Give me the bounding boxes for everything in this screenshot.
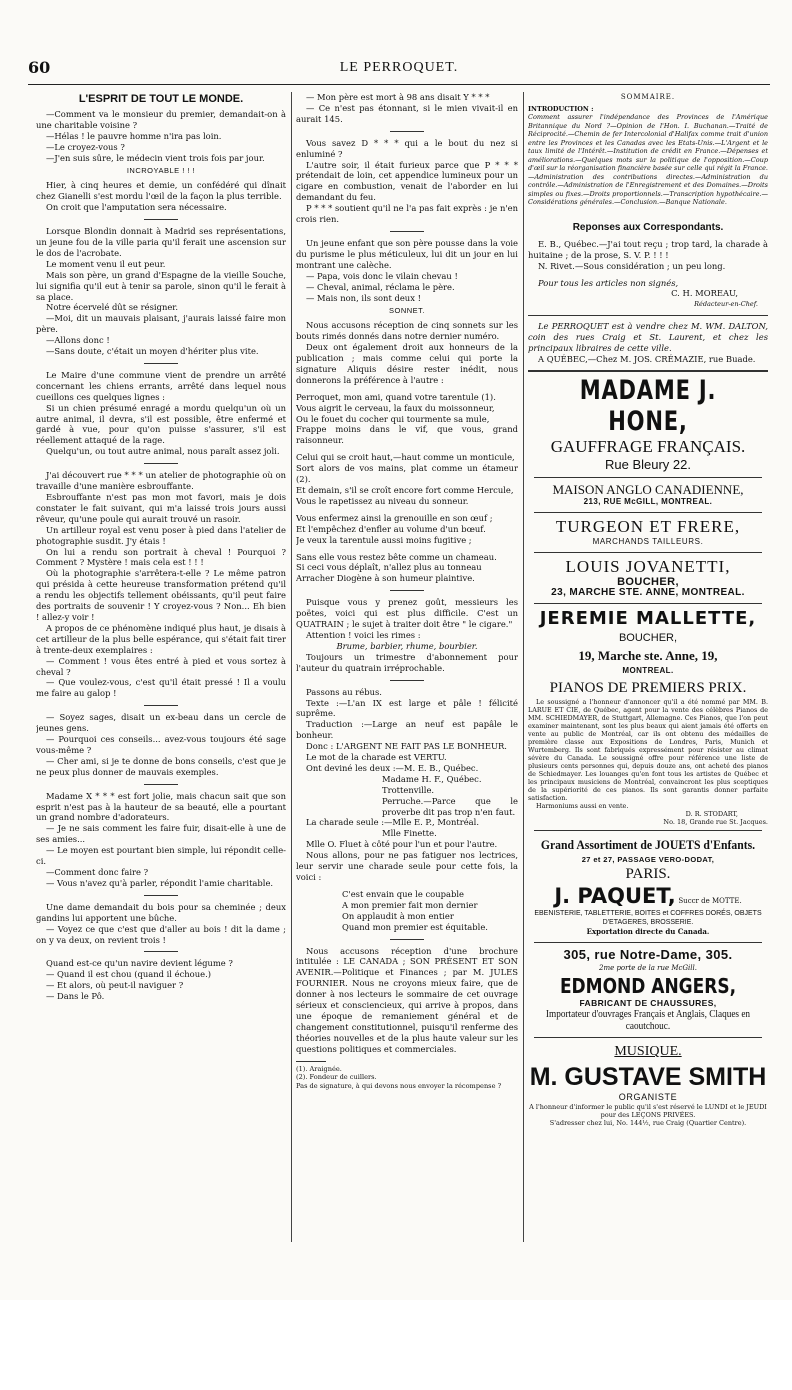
paragraph: Madame H. F., Québec. (382, 773, 482, 784)
verse-line: Celui qui se croit haut,—haut comme un monticule, (296, 452, 515, 463)
paragraph: Mlle O. Fluet à côté pour l'un et pour l'autre. (306, 839, 498, 850)
ad-jeremie-boucher: BOUCHER, (618, 631, 678, 644)
paragraph: — Et alors, où peut-il naviguer ? (46, 980, 184, 991)
ad-rule (534, 830, 762, 831)
column-3 (528, 92, 768, 1242)
masthead: LE PERROQUET. (339, 60, 459, 75)
verse-line: Vous aigrit le cerveau, la faux du moissonneur, (296, 402, 495, 413)
ad-passage: 27 et 27, PASSAGE VERO-DODAT, (581, 855, 715, 865)
separator (144, 705, 178, 706)
paragraph: —J'en suis sûre, le médecin vient trois fois par jour. (46, 152, 265, 163)
verse-line: Et demain, s'il se croît encore fort comme Hercule, (296, 485, 514, 495)
paragraph: Trottenville. (382, 784, 435, 795)
header-rule (28, 84, 770, 85)
column-divider-2 (523, 92, 524, 1242)
paragraph: — Soyez sages, disait un ex-beau dans un cercle de jeunes gens. (36, 712, 286, 734)
ad-notre-dame: 305, rue Notre-Dame, 305. (563, 947, 733, 963)
ad-rule (534, 942, 762, 943)
paragraph: Notre écervelé dût se résigner. (46, 302, 179, 313)
ad-paquet-successor: Succr de MOTTE. (678, 897, 742, 906)
ad-hone-name: MADAME J. HONE, (579, 374, 717, 437)
reponses-title: Reponses aux Correspondants. (572, 221, 724, 233)
paragraph: —Sans doute, c'était un moyen d'hériter plus vite. (46, 346, 259, 357)
paragraph: — Comment ! vous êtes entré à pied et vous sortez à cheval ? (36, 655, 286, 677)
paragraph: A QUÉBEC,—Chez M. JOS. CRÉMAZIE, rue Buade. (538, 353, 756, 364)
separator (390, 590, 424, 591)
subheading: INCROYABLE ! ! ! (126, 166, 196, 176)
paragraph: Toujours un trimestre d'abonnement pour l'auteur du quatrain irréprochable. (296, 651, 518, 673)
subheading: SONNET. (388, 306, 425, 316)
ad-ebenisterie: EBENISTERIE, TABLETTERIE, BOITES et COFFRES DORÉS, OBJETS D'ETAGERES, BROSSERIE. (534, 910, 762, 927)
paragraph: —Allons donc ! (46, 335, 110, 346)
verse-line: Si ceci vous déplaît, n'allez plus au tonneau (296, 562, 482, 573)
paragraph: Si un chien présumé enragé a mordu quelqu'un où un autre animal, il devra, s'il est possible, être enfermé et gardé à vue, pour qu'on puisse s'assurer, s'il est réellement attaqué de la rage. (36, 402, 286, 446)
ad-maison-address: 213, RUE McGILL, MONTREAL. (583, 496, 713, 506)
paragraph: — Ce n'est pas étonnant, si le mien vivait-il en aurait 145. (296, 102, 518, 124)
ad-louis-boucher: BOUCHER, (617, 575, 679, 588)
paragraph: Où la photographie s'arrêtera-t-elle ? Le même patron qui présida à cette heureuse transformation prétend qu'il a rendu les objectifs tellement obéissants, qu'il peut faire des portraits de souvenir ! Y croyez-vous ? Non... Eh bien ! allez-y voir ! (36, 568, 286, 622)
ad-maison: MAISON ANGLO CANADIENNE, (552, 481, 744, 497)
paragraph: Lorsque Blondin donnait à Madrid ses représentations, un jeune fou de la ville paria qu'il ferait une ascension sur le dos de l'acrobate. (36, 226, 286, 258)
paragraph: E. B., Québec.—J'ai tout reçu ; trop tard, la charade à huitaine ; de la prose, S. V. P. ! ! ! (528, 238, 768, 260)
signature: C. H. MOREAU, (671, 288, 738, 299)
paragraph: Deux ont également droit aux honneurs de la publication ; mais comme celui qui porte la signature Aliquis désire rester inédit, nous donnerons la préférence à l'autre : (296, 342, 518, 385)
paragraph: Un jeune enfant que son père pousse dans la voie du purisme le plus méticuleux, lui dit un jour en lui montrant une calèche. (296, 237, 518, 270)
verse-line: A mon premier fait mon dernier (342, 899, 478, 910)
paragraph: —Hélas ! le pauvre homme n'ira pas loin. (46, 130, 222, 141)
paragraph: Ont deviné les deux :—M. E. B., Québec. (306, 762, 479, 773)
ad-rule (534, 1037, 762, 1038)
sommaire-title: SOMMAIRE. (620, 93, 676, 101)
ad-stodart: D. R. STODART, (685, 810, 738, 819)
footnote-rule (296, 1061, 326, 1062)
paragraph: P * * * soutient qu'il ne l'a pas fait exprès : je n'en crois rien. (296, 203, 518, 225)
separator (390, 939, 424, 940)
paragraph: Esbrouffante n'est pas mon mot favori, mais je dois constater le fait suivant, qui m'a laissé trois jours aussi rêveur, qu'une poule qui aurait trouvé un rasoir. (36, 492, 286, 524)
ad-paquet-row (528, 883, 768, 909)
ad-harmoniums: Harmoniums aussi en vente. (536, 802, 629, 811)
paragraph: Le PERROQUET est à vendre chez M. WM. DALTON, coin des rues Craig et St. Laurent, et chez les principaux libraires de cette ville. (528, 321, 768, 354)
ad-smith: M. GUSTAVE SMITH (529, 1063, 767, 1092)
paragraph: — Mon père est mort à 98 ans disait Y * * * (306, 92, 490, 102)
paragraph: Quelqu'un, ou tout autre animal, nous paraît assez joli. (46, 446, 280, 457)
ad-smith-address: S'adresser chez lui, No. 144½, rue Craig (Quartier Centre). (549, 1118, 747, 1127)
column-1 (36, 92, 286, 1242)
paragraph: A propos de ce phénomène indiqué plus haut, je disais à cet artilleur de la plus belle espérance, qui s'était fait tirer à trente-deux exemplaires : (36, 622, 286, 655)
section-title: L'ESPRIT DE TOUT LE MONDE. (78, 93, 244, 105)
verse-line: Vous le rapetissez au niveau du sonneur. (296, 495, 469, 506)
verse-line: Frappe moins dans le vif, que vous, grand raisonneur. (296, 424, 518, 446)
paragraph: Vous savez D * * * qui a le bout du nez si enluminé ? (296, 137, 518, 159)
paragraph: La charade seule :—Mlle E. P., Montréal. (306, 817, 479, 828)
column-divider-1 (291, 92, 292, 1242)
column-2 (296, 92, 518, 1242)
paragraph: — Vous n'avez qu'à parler, répondit l'amie charitable. (46, 877, 274, 888)
ad-jeremie-address: 19, Marche ste. Anne, 19, (578, 647, 718, 663)
separator (390, 231, 424, 232)
verse-line: Arracher Diogène à son humeur plaintive. (296, 573, 475, 584)
ad-louis: LOUIS JOVANETTI, (565, 556, 731, 576)
sommaire-label: INTRODUCTION : (528, 104, 594, 113)
paragraph: — Le moyen est pourtant bien simple, lui répondit celle-ci. (36, 845, 286, 867)
paragraph: Texte :—L'an IX est large et pâle ! félicité suprême. (296, 697, 518, 719)
verse-line: Et l'empêchez d'enfler au volume d'un bœuf. (296, 523, 486, 534)
verse-line: C'est envain que le coupable (342, 888, 464, 899)
ad-organiste: ORGANISTE (618, 1092, 678, 1103)
signature-title: Rédacteur-en-Chef. (694, 300, 758, 309)
paragraph: Le mot de la charade est VERTU. (306, 752, 447, 763)
separator (144, 219, 178, 220)
ad-angers: EDMOND ANGERS, (559, 974, 737, 999)
ad-paquet: J. PAQUET, (554, 884, 676, 909)
paragraph: —Comment va le monsieur du premier, demandait-on à une charitable voisine ? (36, 108, 286, 130)
paragraph: Passons au rébus. (306, 686, 382, 697)
paragraph: J'ai découvert rue * * * un atelier de photographie où on travaille d'une manière esbrouffante. (36, 470, 286, 492)
footnote: Pas de signature, à qui devons nous envoyer la récompense ? (296, 1081, 502, 1090)
footnote: (1). Araignée. (296, 1064, 342, 1073)
separator (144, 463, 178, 464)
paragraph: Nous accusons réception de cinq sonnets sur les bouts rimés donnés dans notre dernier numéro. (296, 320, 518, 342)
paragraph: —Comment donc faire ? (46, 867, 149, 877)
verse-line: Je veux la tarentule aussi moins fugitive ; (296, 534, 472, 545)
paragraph: Le moment venu il eut peur. (46, 258, 166, 269)
paragraph: Mlle Finette. (382, 828, 437, 839)
verse-line: Quand mon premier est équitable. (342, 921, 488, 932)
ad-pianos-title: PIANOS DE PREMIERS PRIX. (549, 680, 747, 697)
paragraph: Un artilleur royal est venu poser à pied dans l'atelier de photographie susdit. J'y étais ! (36, 524, 286, 546)
paragraph: Traduction :—Large an neuf est papâle le bonheur. (296, 719, 518, 741)
ad-assortiment: Grand Assortiment de JOUETS d'Enfants. (540, 837, 756, 853)
ad-rule (534, 512, 762, 513)
separator (144, 784, 178, 785)
ad-musique: MUSIQUE. (614, 1044, 682, 1060)
paragraph: Mais son père, un grand d'Espagne de la vieille Souche, lui signifia qu'il eut à tenir sa parole, sinon qu'il le ferait à sa place. (36, 269, 286, 302)
paragraph: —Moi, dit un mauvais plaisant, j'aurais laissé faire mon père. (36, 313, 286, 335)
ad-jeremie: JEREMIE MALLETTE, (539, 607, 757, 629)
ad-rule (534, 477, 762, 478)
paragraph: — Cheval, animal, réclama le père. (306, 281, 455, 292)
ad-hone-address: Rue Bleury 22. (605, 456, 691, 472)
separator (144, 363, 178, 364)
paragraph: Donc : L'ARGENT NE FAIT PAS LE BONHEUR. (306, 741, 507, 752)
paragraph: Madame X * * * est fort jolie, mais chacun sait que son esprit n'est pas à la hauteur de sa beauté, elle a pourtant un grand nombre d'adorateurs. (36, 790, 286, 823)
verse-line: Perroquet, mon ami, quand votre tarentule (1). (296, 391, 496, 402)
separator (144, 895, 178, 896)
paragraph: Quand est-ce qu'un navire devient légume ? (46, 958, 233, 969)
paragraph: Nous allons, pour ne pas fatiguer nos lectrices, leur servir une charade seule pour cette fois, la voici : (296, 850, 518, 882)
paragraph: — Mais non, ils sont deux ! (306, 292, 421, 303)
ad-rule (534, 603, 762, 604)
paragraph: — Voyez ce que c'est que d'aller au bois ! dit la dame ; on y va deux, on revient trois ! (36, 923, 286, 945)
page-header (28, 58, 770, 82)
ad-smith-text: A l'honneur d'informer le public qu'il s'est réservé le LUNDI et le JEUDI pour des LEÇONS PRIVÉES. (529, 1102, 767, 1119)
paragraph: Une dame demandait du bois pour sa cheminée ; deux gandins lui apportent une bûche. (36, 901, 286, 923)
separator (390, 131, 424, 132)
footnote: (2). Fondeur de cuillers. (296, 1073, 377, 1082)
ad-jeremie-city: MONTREAL. (622, 665, 674, 675)
paragraph: Nous accusons réception d'une brochure intitulée : LE CANADA ; SON PRÉSENT ET SON AVENIR.—Politique et Finances ; par M. JULES FOURNIER. Nous ne croyons mieux faire, que de donner à nos lecteurs le sommaire de cet ouvrage sérieux et consciencieux, qui arrive à propos, dans une époque de remaniement général et de changement constitutionnel, puisqu'il renferme des théories nouvelles et de la plus haute valeur sur les questions politiques et commerciales. (296, 945, 518, 1054)
verse-line: Ou le fouet du cocher qui tourmente sa mule, (296, 413, 490, 424)
ad-hone-line: GAUFFRAGE FRANÇAIS. (550, 436, 746, 456)
paragraph: Attention ! voici les rimes : (306, 629, 421, 640)
ad-importateur: Importateur d'ouvrages Français et Anglais, Claques en caoutchouc. (545, 1009, 751, 1033)
paragraph: N. Rivet.—Sous considération ; un peu long. (538, 260, 726, 271)
paragraph: — Quand il est chou (quand il échoue.) (46, 969, 212, 980)
paragraph: — Papa, vois donc le vilain chevau ! (306, 270, 458, 281)
sommaire-text: Comment assurer l'indépendance des Provinces de l'Amérique Britannique du Nord ?—Opinion de l'Hon. I. Buchanan.—Traité de Réciprocité.—Chemin de fer Intercolonial d'Halifax comme trait d'union entre les Provinces et les Canadas avec les Etats-Unis.—L'Argent et le taux limité de l'Intérêt.—Institution de crédit en France.—Dépenses et améliorations.—Quelques mots sur la politique de l'opposition.—Coup d'œil sur la réorganisation financière basée sur celle qui régit la France.—Administration des contributions directes.—Administration du contrôle.—Administration de l'Enregistrement et des Domaines.—Droits simples ou fixes.—Droits proportionnels.—Transcription hypothécaire.—Considérations générales.—Conclusion.—Banque Nationale. (528, 113, 768, 207)
ad-paris: PARIS. (625, 866, 671, 883)
paragraph: L'autre soir, il était furieux parce que P * * * prétendait de loin, cet appendice lumineux pour un cigare en combustion, venait de l'aborder en lui demandant du feu. (296, 159, 518, 203)
paragraph: Le Maire d'une commune vient de prendre un arrêté concernant les chiens errants, arrêté dans lequel nous cueillons ces quelques lignes : (36, 369, 286, 402)
paragraph: — Cher ami, si je te donne de bons conseils, c'est que je ne peux plus donner de mauvais exemples. (36, 755, 286, 777)
ad-fabricant: FABRICANT DE CHAUSSURES, (579, 998, 717, 1009)
ad-stodart-address: No. 18, Grande rue St. Jacques. (663, 818, 768, 827)
ad-porte: 2me porte de la rue McGill. (598, 964, 697, 973)
separator (144, 951, 178, 952)
paragraph: — Que voulez-vous, c'est qu'il était pressé ! Il a voulu me faire au galop ! (36, 677, 286, 699)
paragraph: Perruche.—Parce que le proverbe dit pas trop n'en faut. (382, 795, 518, 817)
verse-line: Sans elle vous restez bête comme un chameau. (296, 551, 497, 562)
verse-line: Sort alors de vos mains, plat comme un étameur (2). (296, 463, 518, 485)
separator (528, 370, 768, 372)
separator (528, 315, 768, 316)
paragraph: Hier, à cinq heures et demie, un confédéré qui dînait chez Gianelli s'est mordu l'œil de la façon la plus terrible. (36, 180, 286, 202)
ad-turgeon: TURGEON ET FRERE, (555, 516, 741, 536)
ad-exportation: Exportation directe du Canada. (586, 927, 710, 937)
paragraph: — Dans le Pô. (46, 991, 105, 1002)
separator (390, 680, 424, 681)
verse-line: Vous enfermez ainsi la grenouille en son œuf ; (296, 512, 493, 523)
page-number: 60 (28, 58, 51, 77)
ad-louis-address: 23, MARCHE STE. ANNE, MONTREAL. (551, 586, 745, 598)
ad-pianos-text: Le soussigné a l'honneur d'annoncer qu'il a été nommé par MM. B. LARUE ET CIE, de Québec, agent pour la vente des célèbres Pianos de MM. SCHIEDMAYER, de Stuttgart, Allemagne. Ces Pianos, que l'on peut examiner maintenant, sont les plus beaux qui aient jamais été offerts en vente au public de Montréal, car ils ont obtenu des médailles de première classe aux Expositions de Londres, Paris, Munich et Wurtemberg. Ils sont fabriqués expressément pour résister au climat sévère du Canada. Le soussigné offre pour référence une liste de plusieurs cents personnes qui, depuis douze ans, ont acheté des pianos de Schiedmayer. Les louanges qu'en font tous les artistes de Québec et les principaux musiciens de Montréal, convaincront les plus sceptiques de la supériorité de ces pianos. Ils sont garantis donner parfaite satisfaction. (528, 698, 768, 803)
paragraph: On lui a rendu son portrait à cheval ! Pourquoi ? Comment ? Mystère ! mais cela est ! ! ! (36, 546, 286, 568)
rimes: Brume, barbier, rhume, bourbier. (336, 640, 478, 651)
ad-rule (534, 552, 762, 553)
paragraph: Puisque vous y prenez goût, messieurs les poëtes, voici qui est plus difficile. C'est un QUATRAIN ; le sujet à traiter doit être " le cigare." (296, 597, 518, 630)
paragraph: On croit que l'amputation sera nécessaire. (46, 202, 227, 213)
paragraph: — Je ne sais comment les faire fuir, disait-elle à une de ses amies... (36, 823, 286, 845)
paragraph: Pour tous les articles non signés, (538, 277, 679, 288)
paragraph: — Pourquoi ces conseils... avez-vous toujours été sage vous-même ? (36, 734, 286, 755)
verse-line: On applaudit à mon entier (342, 910, 454, 921)
ad-turgeon-sub: MARCHANDS TAILLEURS. (592, 536, 704, 546)
paragraph: —Le croyez-vous ? (46, 141, 125, 152)
